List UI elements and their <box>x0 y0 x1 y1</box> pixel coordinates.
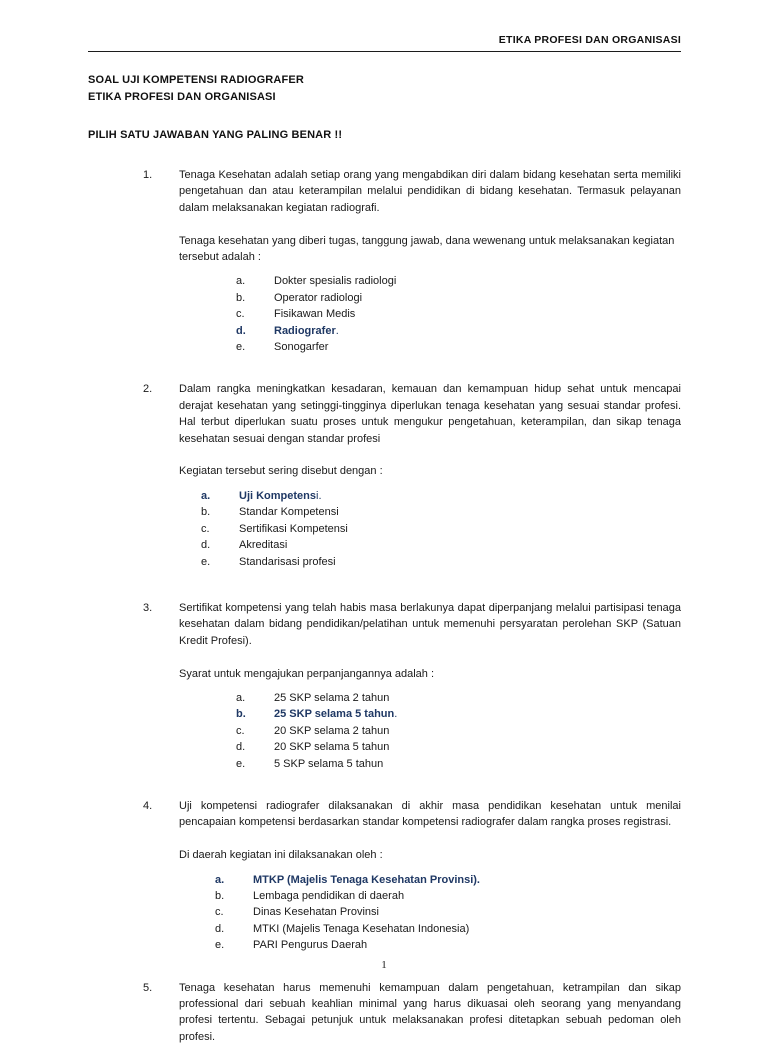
option-text <box>253 872 681 888</box>
options-spacer <box>179 682 681 690</box>
option-text <box>274 739 681 755</box>
option-letter: c. <box>236 308 245 321</box>
option-text-main: 25 SKP selama 2 tahun <box>274 691 390 704</box>
option-text-main: 25 SKP selama 5 tahun <box>274 708 395 721</box>
question-paragraph: Syarat untuk mengajukan perpanjangannya adalah : <box>179 667 435 680</box>
paragraph-spacer <box>179 649 681 665</box>
options-spacer <box>179 265 681 273</box>
option-text-main: Radiografer <box>274 324 336 337</box>
option-letter: e. <box>236 341 246 354</box>
option-text <box>274 723 681 739</box>
answer-option[interactable] <box>215 921 681 937</box>
question-body <box>179 381 681 569</box>
paragraph-spacer <box>179 447 681 463</box>
question-item <box>88 600 681 772</box>
question-paragraph: Di daerah kegiatan ini dilaksanakan oleh : <box>179 849 383 862</box>
option-text <box>253 921 681 937</box>
options-spacer <box>179 864 681 872</box>
answer-option[interactable] <box>236 323 681 339</box>
option-text-main: MTKI (Majelis Tenaga Kesehatan Indonesia) <box>253 922 470 935</box>
option-text-main: Standar Kompetensi <box>239 506 339 519</box>
document-body <box>88 72 681 1045</box>
option-letter: c. <box>201 522 210 535</box>
option-letter: d. <box>215 922 225 935</box>
option-text-main: 5 SKP selama 5 tahun <box>274 757 384 770</box>
option-text <box>253 888 681 904</box>
option-letter: d. <box>236 741 246 754</box>
question-paragraph: Uji kompetensi radiografer dilaksanakan di akhir masa pendidikan kesehatan untuk menilai pencapaian kompetensi berdasarkan standar kompetensi radiografer dalam rangka proses registrasi. <box>179 799 681 829</box>
option-text <box>274 690 681 706</box>
header-divider <box>88 51 681 52</box>
running-header-title: ETIKA PROFESI DAN ORGANISASI <box>498 34 681 46</box>
option-text <box>253 937 681 953</box>
option-text-main: Standarisasi profesi <box>239 555 336 568</box>
option-letter: a. <box>236 275 246 288</box>
question-paragraph: Tenaga kesehatan yang diberi tugas, tanggung jawab, dana wewenang untuk melaksanakan kegiatan tersebut adalah : <box>179 234 675 264</box>
answer-option[interactable] <box>215 872 681 888</box>
document-title-line-2: ETIKA PROFESI DAN ORGANISASI <box>88 90 276 103</box>
option-text-main: Fisikawan Medis <box>274 308 356 321</box>
option-text <box>239 554 681 570</box>
question-number: 2. <box>143 383 153 396</box>
option-letter: e. <box>215 939 225 952</box>
option-text <box>274 706 681 722</box>
answer-option[interactable] <box>236 290 681 306</box>
option-text-main: Akreditasi <box>239 539 288 552</box>
answer-option[interactable] <box>236 306 681 322</box>
option-letter: e. <box>201 555 211 568</box>
question-body <box>179 600 681 772</box>
question-body <box>179 167 681 355</box>
answer-options <box>179 488 681 570</box>
option-text-tail: i. <box>316 489 322 502</box>
question-paragraph: Tenaga Kesehatan adalah setiap orang yang mengabdikan diri dalam bidang kesehatan serta memiliki pengetahuan dan atau keterampilan melalui pendidikan di bidang kesehatan. Termasuk pelayanan dalam melaksanakan kegiatan radiografi. <box>179 169 681 214</box>
option-text <box>253 904 681 920</box>
answer-options <box>179 872 681 954</box>
question-paragraph: Dalam rangka meningkatkan kesadaran, kemauan dan kemampuan hidup sehat untuk mencapai derajat kesehatan yang setinggi-tingginya diperlukan tenaga kesehatan yang sesuai standar profesi. Hal terbut diperlukan suatu proses untuk mengukur pengetahuan, keterampilan, dan sikap tenaga kesehatan sesuai dengan standar profesi <box>179 383 681 445</box>
option-letter: c. <box>236 724 245 737</box>
option-text-main: MTKP (Majelis Tenaga Kesehatan Provinsi). <box>253 873 480 886</box>
question-item <box>88 381 681 569</box>
answer-option[interactable] <box>201 537 681 553</box>
answer-option[interactable] <box>201 554 681 570</box>
document-title <box>88 72 681 105</box>
answer-option[interactable] <box>201 521 681 537</box>
option-text <box>274 323 681 339</box>
answer-option[interactable] <box>236 706 681 722</box>
option-text <box>274 290 681 306</box>
question-item <box>88 980 681 1045</box>
answer-option[interactable] <box>215 904 681 920</box>
option-text <box>239 504 681 520</box>
answer-option[interactable] <box>236 273 681 289</box>
answer-option[interactable] <box>236 339 681 355</box>
option-letter: b. <box>236 708 246 721</box>
question-body <box>179 980 681 1045</box>
answer-option[interactable] <box>201 488 681 504</box>
option-text-main: Sonogarfer <box>274 341 329 354</box>
option-letter: a. <box>201 489 211 502</box>
answer-option[interactable] <box>201 504 681 520</box>
option-text-main: PARI Pengurus Daerah <box>253 939 368 952</box>
option-text-main: Dokter spesialis radiologi <box>274 275 397 288</box>
answer-option[interactable] <box>236 739 681 755</box>
answer-option[interactable] <box>236 756 681 772</box>
option-text <box>274 273 681 289</box>
question-list <box>88 167 681 1045</box>
option-letter: b. <box>236 291 246 304</box>
option-text-main: Lembaga pendidikan di daerah <box>253 889 405 902</box>
option-text-main: 20 SKP selama 5 tahun <box>274 741 390 754</box>
option-text-main: Operator radiologi <box>274 291 363 304</box>
option-text-tail: . <box>394 708 398 721</box>
paragraph-spacer <box>179 216 681 232</box>
option-text-main: Dinas Kesehatan Provinsi <box>253 906 379 919</box>
answer-option[interactable] <box>236 723 681 739</box>
question-item <box>88 798 681 954</box>
instruction-text: PILIH SATU JAWABAN YANG PALING BENAR !! <box>88 129 343 141</box>
answer-option[interactable] <box>236 690 681 706</box>
question-number: 3. <box>143 601 153 614</box>
option-text-main: 20 SKP selama 2 tahun <box>274 724 390 737</box>
answer-options <box>179 273 681 355</box>
option-text <box>239 537 681 553</box>
question-body <box>179 798 681 954</box>
option-text-tail: . <box>335 324 339 337</box>
option-letter: e. <box>236 757 246 770</box>
option-letter: a. <box>215 873 225 886</box>
page-header <box>88 33 681 52</box>
question-paragraph: Kegiatan tersebut sering disebut dengan : <box>179 465 383 478</box>
question-paragraph: Tenaga kesehatan harus memenuhi kemampuan dalam pengetahuan, ketrampilan dan sikap professional dari sebuah keahlian minimal yang harus dikuasai oleh seorang yang menyandang profesi tertentu. Sebagai petunjuk untuk melaksanakan profesi ditetapkan sebuah pedoman oleh profesi. <box>179 981 681 1043</box>
option-text-main: Sertifikasi Kompetensi <box>239 522 348 535</box>
question-number: 1. <box>143 169 153 181</box>
option-text <box>239 521 681 537</box>
paragraph-spacer <box>179 831 681 847</box>
option-letter: a. <box>236 691 246 704</box>
options-spacer <box>179 480 681 488</box>
option-text <box>274 339 681 355</box>
option-letter: d. <box>236 324 246 337</box>
option-letter: b. <box>201 506 211 519</box>
option-text <box>239 488 681 504</box>
answer-option[interactable] <box>215 888 681 904</box>
page-number: 1 <box>381 959 387 971</box>
answer-option[interactable] <box>215 937 681 953</box>
question-number: 4. <box>143 799 153 812</box>
option-text <box>274 306 681 322</box>
question-paragraph: Sertifikat kompetensi yang telah habis masa berlakunya dapat diperpanjang melalui partisipasi tenaga kesehatan dalam bidang pendidikan/pelatihan untuk memenuhi persyaratan perolehan SKP (Satuan Kredit Profesi). <box>179 601 681 647</box>
option-letter: c. <box>215 906 224 919</box>
option-text <box>274 756 681 772</box>
question-number: 5. <box>143 981 153 994</box>
question-item <box>88 167 681 355</box>
option-text-main: Uji Kompetens <box>239 489 317 502</box>
answer-options <box>179 690 681 772</box>
option-letter: b. <box>215 889 225 902</box>
document-title-line-1: SOAL UJI KOMPETENSI RADIOGRAFER <box>88 74 304 86</box>
option-letter: d. <box>201 539 211 552</box>
